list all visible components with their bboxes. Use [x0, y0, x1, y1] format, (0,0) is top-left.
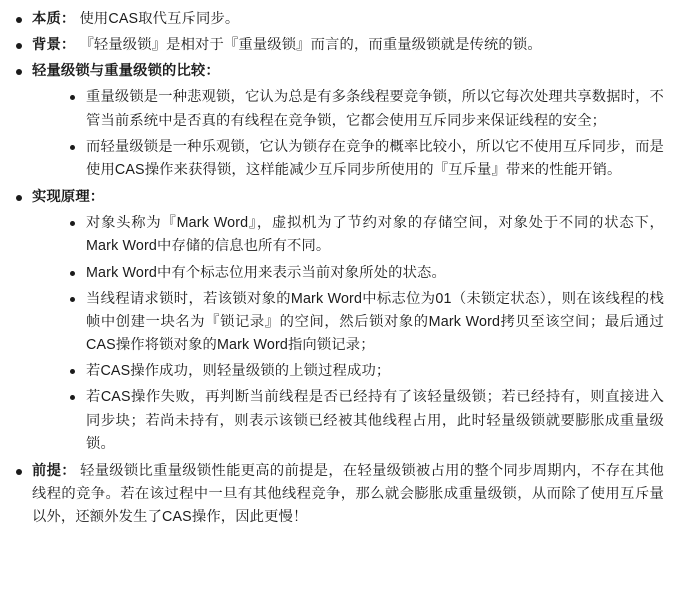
list-item-premise: [12, 460, 664, 529]
bullet-icon: [16, 43, 22, 49]
bullet-icon: [70, 145, 75, 150]
bullet-icon: [16, 17, 22, 23]
item-text-background: 背景： 『轻量级锁』是相对于『重量级锁』而言的，而重量级锁就是传统的锁。: [32, 37, 542, 54]
list-item-heavyweight: [66, 86, 664, 132]
bullet-icon: [16, 69, 22, 75]
item-text-lock-record: 当线程请求锁时，若该锁对象的Mark Word中标志位为01（未锁定状态），则在该线程的栈帧中创建一块名为『锁记录』的空间，然后锁对象的Mark Word拷贝至该空间；最后通过CAS操作将锁对象的Mark Word指向锁记录；: [86, 290, 664, 354]
bullet-icon: [16, 195, 22, 201]
bullet-icon: [70, 297, 75, 302]
list-item-lightweight: [66, 136, 664, 182]
list-item-essence: [12, 8, 664, 31]
bullet-icon: [70, 395, 75, 400]
sub-list-principle: [32, 212, 664, 456]
item-text-cas-success: 若CAS操作成功，则轻量级锁的上锁过程成功；: [86, 363, 391, 380]
item-text-mark-word-flag: Mark Word中有个标志位用来表示当前对象所处的状态。: [86, 264, 446, 281]
list-item-mark-word-flag: [66, 262, 664, 285]
item-text-lightweight: 而轻量级锁是一种乐观锁，它认为锁存在竞争的概率比较小，所以它不使用互斥同步，而是使用CAS操作来获得锁，这样能减少互斥同步所使用的『互斥量』带来的性能开销。: [86, 138, 664, 178]
list-item-background: [12, 34, 664, 57]
list-item-comparison: [12, 60, 664, 182]
list-item-cas-success: [66, 360, 664, 383]
item-text-essence: 本质： 使用CAS取代互斥同步。: [32, 11, 240, 27]
item-label: 本质：: [32, 11, 76, 27]
bullet-icon: [70, 369, 75, 374]
item-heading-principle: 实现原理：: [32, 189, 105, 206]
item-heading-comparison: 轻量级锁与重量级锁的比较：: [32, 63, 220, 80]
sub-list-comparison: [32, 86, 664, 182]
item-label: 背景：: [32, 37, 76, 54]
item-text-cas-fail: 若CAS操作失败，再判断当前线程是否已经持有了该轻量级锁；若已经持有，则直接进入同步块；若尚未持有，则表示该锁已经被其他线程占用，此时轻量级锁就要膨胀成重量级锁。: [86, 389, 664, 452]
bullet-icon: [70, 271, 75, 276]
item-text-premise: 前提： 轻量级锁比重量级锁性能更高的前提是，在轻量级锁被占用的整个同步周期内，不存在其他线程的竞争。若在该过程中一旦有其他线程竞争，那么就会膨胀成重量级锁，从而除了使用互斥量以外，还额外发生了CAS操作，因此更慢！: [32, 462, 664, 526]
bullet-icon: [70, 95, 75, 100]
list-item-lock-record: [66, 288, 664, 357]
list-item-cas-fail: [66, 386, 664, 455]
list-item-mark-word-intro: [66, 212, 664, 258]
bullet-icon: [16, 469, 22, 475]
item-text-heavyweight: 重量级锁是一种悲观锁，它认为总是有多条线程要竞争锁，所以它每次处理共享数据时，不管当前系统中是否真的有线程在竞争锁，它都会使用互斥同步来保证线程的安全；: [86, 89, 664, 129]
list-item-principle: [12, 186, 664, 456]
bullet-icon: [70, 221, 75, 226]
item-label: 前提：: [32, 462, 76, 479]
top-level-list: [12, 8, 664, 529]
item-text-mark-word-intro: 对象头称为『Mark Word』，虚拟机为了节约对象的存储空间，对象处于不同的状态下，Mark Word中存储的信息也所有不同。: [86, 215, 664, 255]
